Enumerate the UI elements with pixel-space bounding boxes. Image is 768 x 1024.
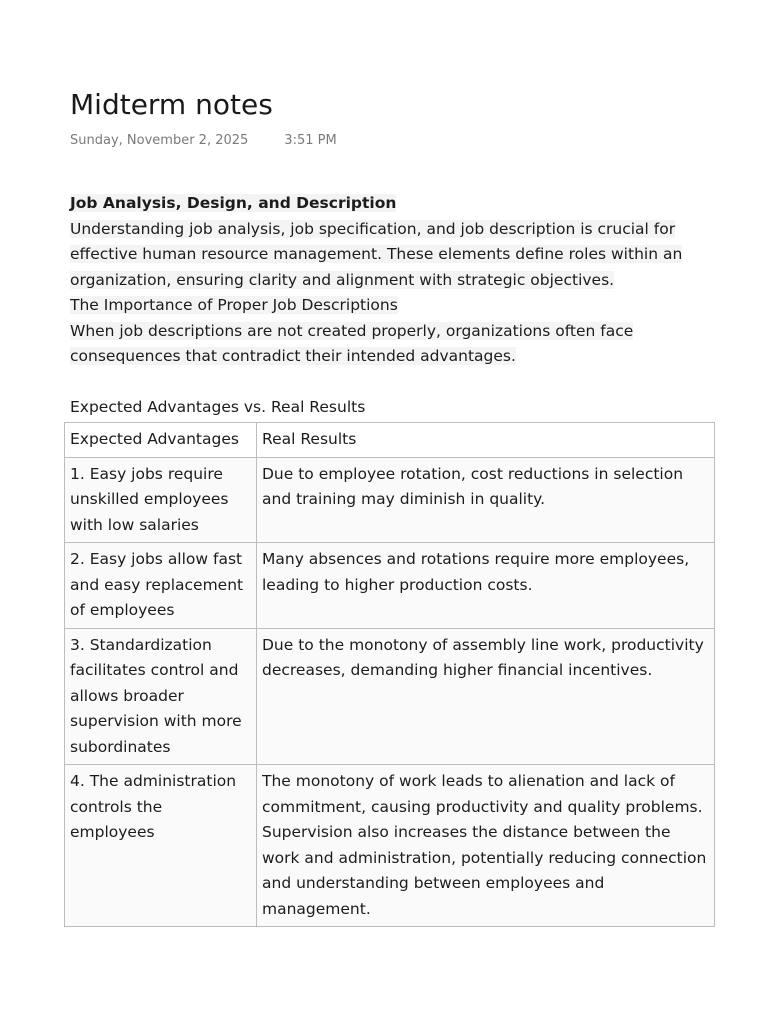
- note-body[interactable]: [70, 191, 720, 421]
- blank-line: [70, 370, 720, 396]
- note-date: Sunday, November 2, 2025: [70, 133, 249, 148]
- result-cell[interactable]: The monotony of work leads to alienation and lack of commitment, causing productivity and quality problems. Supervision also increases the distance between the work and administration, potentially reducing connection and understanding between employees and management.: [257, 765, 715, 927]
- intro-paragraph: Understanding job analysis, job specification, and job description is crucial for effective human resource management. These elements define roles within an organization, ensuring clarity and alignment with strategic objectives.: [70, 219, 683, 289]
- section-heading: Job Analysis, Design, and Description: [70, 194, 397, 212]
- advantages-results-table[interactable]: [64, 422, 715, 927]
- table-row: [65, 628, 715, 765]
- table-row: [65, 457, 715, 543]
- table-header-row: [65, 423, 715, 458]
- table-caption: Expected Advantages vs. Real Results: [70, 398, 366, 416]
- table-row: [65, 765, 715, 927]
- result-cell[interactable]: Due to employee rotation, cost reductions in selection and training may diminish in quality.: [257, 457, 715, 543]
- note-timestamp: [70, 131, 337, 151]
- header-real-results[interactable]: Real Results: [257, 423, 715, 458]
- note-time: 3:51 PM: [284, 133, 337, 148]
- page-title[interactable]: Midterm notes: [70, 88, 273, 121]
- subheading: The Importance of Proper Job Descriptions: [70, 296, 398, 314]
- header-expected-advantages[interactable]: Expected Advantages: [65, 423, 257, 458]
- advantage-cell[interactable]: 1. Easy jobs require unskilled employees with low salaries: [65, 457, 257, 543]
- table-row: [65, 543, 715, 629]
- result-cell[interactable]: Due to the monotony of assembly line work, productivity decreases, demanding higher financial incentives.: [257, 628, 715, 765]
- advantage-cell[interactable]: 4. The administration controls the employees: [65, 765, 257, 927]
- result-cell[interactable]: Many absences and rotations require more employees, leading to higher production costs.: [257, 543, 715, 629]
- consequence-paragraph: When job descriptions are not created properly, organizations often face consequences that contradict their intended advantages.: [70, 321, 634, 365]
- advantage-cell[interactable]: 3. Standardization facilitates control and allows broader supervision with more subordinates: [65, 628, 257, 765]
- advantage-cell[interactable]: 2. Easy jobs allow fast and easy replacement of employees: [65, 543, 257, 629]
